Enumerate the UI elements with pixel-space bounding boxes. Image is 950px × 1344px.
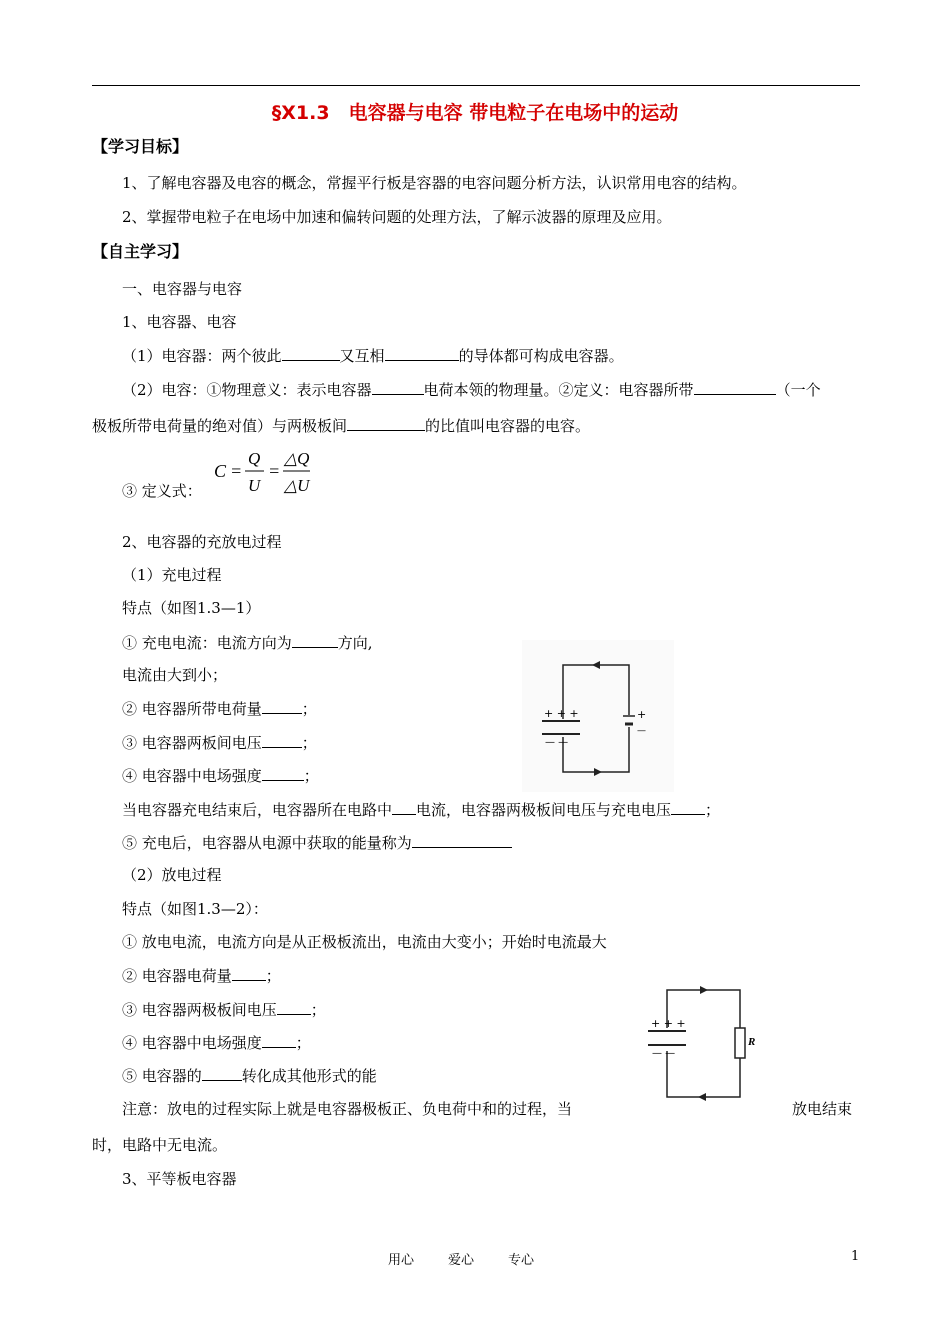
capacitance-formula	[214, 446, 324, 498]
goal-1: 1、了解电容器及电容的概念，常握平行板是容器的电容问题分析方法，认识常用电容的结构。	[122, 174, 747, 192]
formula-num1: Q	[248, 449, 261, 468]
footer-slogan-3: 专心	[508, 1253, 535, 1268]
fill-blank	[392, 799, 416, 815]
goal-2: 2、掌握带电粒子在电场中加速和偏转问题的处理方法，了解示波器的原理及应用。	[122, 208, 672, 226]
formula-den2: △U	[284, 476, 310, 495]
arrow-left-icon	[698, 1093, 706, 1101]
discharge-field: ④ 电容器中电场强度 ；	[122, 1034, 311, 1052]
page-title: §X1.3 电容器与电容 带电粒子在电场中的运动	[271, 102, 679, 124]
formula-lhs: C	[214, 461, 227, 481]
part1-heading: 一、电容器与电容	[122, 280, 243, 298]
header-rule	[92, 85, 860, 86]
charge-feature: 特点（如图1.3—1）	[122, 599, 261, 617]
plus-charges: + + +	[651, 1017, 686, 1030]
note-line-2: 时，电路中无电流。	[92, 1136, 228, 1154]
part2-heading: 2、电容器的充放电过程	[122, 533, 282, 551]
fill-blank	[347, 415, 425, 431]
footer-slogan-1: 用心	[388, 1253, 415, 1268]
page-number: 1	[851, 1249, 860, 1264]
fill-blank	[262, 1032, 296, 1048]
charge-field: ④ 电容器中电场强度 ；	[122, 767, 319, 785]
fill-blank	[372, 379, 424, 395]
self-study-header: 【自主学习】	[92, 242, 189, 261]
fill-blank	[292, 632, 338, 648]
capacitance-definition-cont: 极板所带电荷量的绝对值）与两极板间 的比值叫电容器的电容。	[92, 417, 591, 435]
minus-charges: — —	[652, 1048, 676, 1059]
note-line-1: 注意：放电的过程实际上就是电容器极板正、负电荷中和的过程，当	[122, 1100, 573, 1118]
discharging-circuit-figure	[640, 985, 760, 1105]
fill-blank	[694, 379, 776, 395]
charge-energy: ⑤ 充电后，电容器从电源中获取的能量称为	[122, 832, 512, 853]
charging-circuit-figure	[522, 640, 674, 792]
discharge-voltage: ③ 电容器两极板间电压 ；	[122, 1001, 326, 1019]
discharge-energy: ⑤ 电容器的 转化成其他形式的能	[122, 1067, 377, 1085]
fill-blank	[277, 999, 311, 1015]
fill-blank	[412, 832, 512, 848]
capacitor-definition: （1）电容器：两个彼此 又互相 的导体都可构成电容器。	[122, 347, 624, 365]
arrow-right-icon	[700, 986, 708, 994]
formula-den1: U	[248, 476, 261, 495]
battery-minus: —	[637, 726, 646, 736]
fill-blank	[232, 965, 266, 981]
fill-blank	[202, 1065, 242, 1081]
resistor-label: R	[748, 1036, 756, 1048]
fill-blank	[262, 765, 304, 781]
fill-blank	[262, 698, 302, 714]
plus-charges: + + +	[544, 707, 579, 720]
discharge-current: ① 放电电流，电流方向是从正极板流出，电流由大变小；开始时电流最大	[122, 933, 607, 951]
svg-text:=: =	[268, 461, 281, 481]
definition-label: ③ 定义式：	[122, 482, 202, 500]
fill-blank	[671, 799, 705, 815]
charge-end: 当电容器充电结束后，电容器所在电路中 电流，电容器两极板间电压与充电电压 ；	[122, 801, 721, 819]
discharge-quantity: ② 电容器电荷量 ；	[122, 967, 281, 985]
svg-text:=: =	[230, 461, 243, 481]
charge-title: （1）充电过程	[122, 566, 222, 584]
fill-blank	[385, 345, 459, 361]
formula-num2: △Q	[284, 449, 310, 468]
fill-blank	[262, 732, 302, 748]
discharge-feature: 特点（如图1.3—2）：	[122, 900, 268, 918]
minus-charges: — —	[545, 737, 569, 748]
charge-current: ① 充电电流：电流方向为 方向,	[122, 634, 373, 652]
fill-blank	[282, 345, 340, 361]
battery-plus: +	[637, 708, 647, 721]
note-line-1-end: 放电结束	[792, 1100, 853, 1118]
footer-slogan-2: 爱心	[448, 1253, 475, 1268]
discharge-title: （2）放电过程	[122, 866, 222, 884]
goals-header: 【学习目标】	[92, 137, 189, 156]
charge-quantity: ② 电容器所带电荷量 ；	[122, 700, 317, 718]
part3-heading: 3、平等板电容器	[122, 1170, 237, 1188]
resistor	[735, 1028, 745, 1058]
charge-current-2: 电流由大到小；	[122, 666, 228, 684]
capacitance-meaning: （2）电容：①物理意义：表示电容器 电荷本领的物理量。②定义：电容器所带 （一个	[122, 381, 821, 399]
charge-voltage: ③ 电容器两板间电压 ；	[122, 734, 317, 752]
part1-sub1: 1、电容器、电容	[122, 313, 237, 331]
